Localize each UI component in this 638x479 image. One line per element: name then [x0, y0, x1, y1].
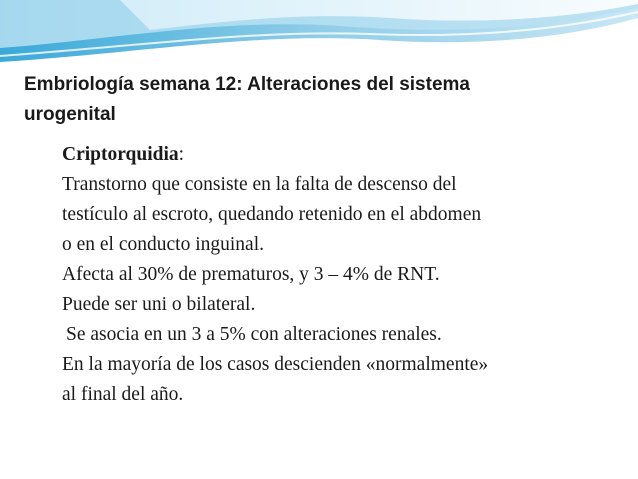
body-line-1: Transtorno que consiste en la falta de descenso del	[62, 174, 457, 195]
body-line-3: o en el conducto inguinal.	[62, 234, 264, 255]
slide-body	[62, 140, 622, 410]
title-line-1: Embriología semana 12: Alteraciones del sistema	[24, 74, 470, 95]
body-line-5: Puede ser uni o bilateral.	[62, 294, 256, 315]
body-line-8: al final del año.	[62, 384, 184, 405]
body-line-2: testículo al escroto, quedando retenido en el abdomen	[62, 204, 482, 225]
term-heading: Criptorquidia	[62, 144, 179, 165]
wave-header-decoration	[0, 0, 638, 66]
term-line	[62, 140, 622, 170]
body-line-4: Afecta al 30% de prematuros, y 3 – 4% de RNT.	[62, 264, 440, 285]
body-line-6: Se asocia en un 3 a 5% con alteraciones renales.	[66, 324, 442, 345]
term-colon: :	[178, 144, 185, 165]
body-line-7: En la mayoría de los casos descienden «normalmente»	[62, 354, 489, 375]
title-line-2: urogenital	[24, 104, 116, 125]
slide-title	[24, 70, 584, 130]
